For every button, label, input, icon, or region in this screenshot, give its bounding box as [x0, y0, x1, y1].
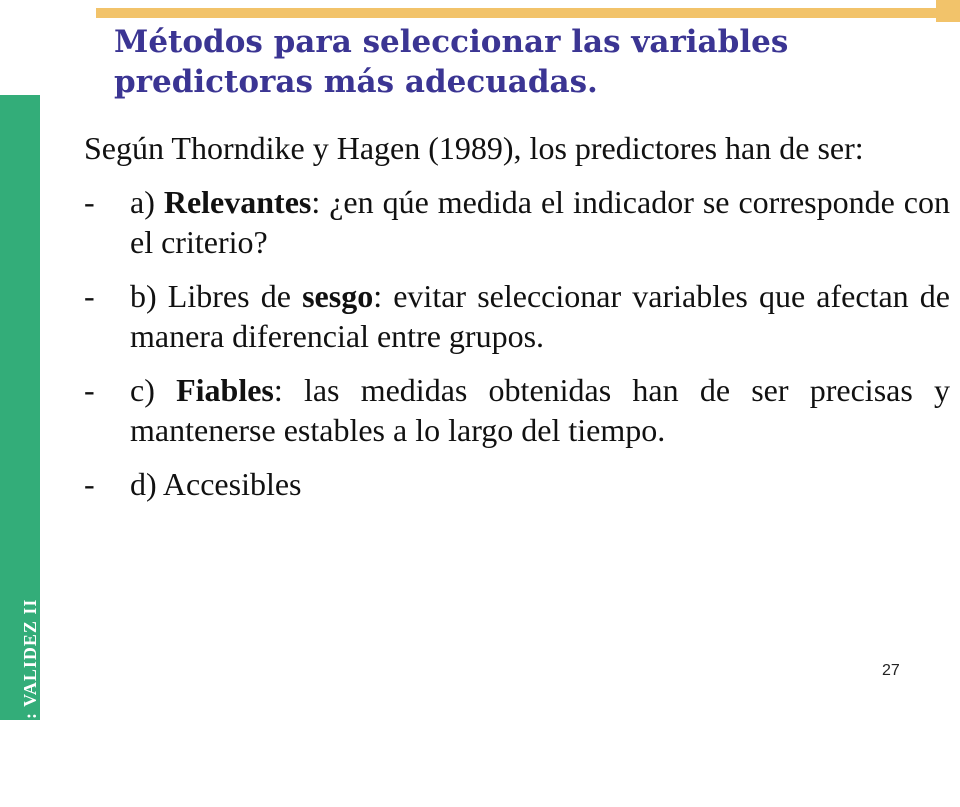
item-prefix: c) [130, 372, 177, 408]
list-dash: - [84, 466, 95, 502]
item-text: : evitar seleccionar variables que afectan de manera diferencial entre grupos. [130, 278, 951, 354]
item-keyword: Fiables [176, 372, 274, 408]
list-dash: - [84, 184, 95, 220]
item-keyword: sesgo [302, 278, 374, 314]
item-prefix: b) Libres de [130, 278, 303, 314]
list-item-a [84, 182, 950, 262]
sidebar [0, 95, 40, 807]
item-prefix: a) [130, 184, 164, 220]
list-item-c [84, 370, 950, 450]
list-item-d [84, 464, 950, 504]
top-accent-bar [96, 8, 960, 18]
intro-paragraph: Según Thorndike y Hagen (1989), los predictores han de ser: [84, 130, 864, 166]
list-dash: - [84, 372, 95, 408]
item-keyword: Relevantes [163, 184, 312, 220]
item-prefix: d) Accesibles [130, 466, 302, 502]
item-text: : ¿en qúe medida el indicador se corresponde con el criterio? [130, 184, 951, 260]
slide-title [114, 22, 934, 102]
list-dash: - [84, 278, 95, 314]
slide-title-line1: Métodos para seleccionar las variables [114, 24, 789, 60]
sidebar-label: TEMA 6.2: VALIDEZ II [20, 598, 40, 807]
list-item-b [84, 276, 950, 356]
top-accent-square [936, 0, 960, 22]
item-text: : las medidas obtenidas han de ser precisas y mantenerse estables a lo largo del tiempo. [130, 372, 951, 448]
slide-body [84, 128, 950, 518]
page-number: 27 [882, 662, 900, 679]
slide-title-line2: predictoras más adecuadas. [114, 64, 598, 100]
